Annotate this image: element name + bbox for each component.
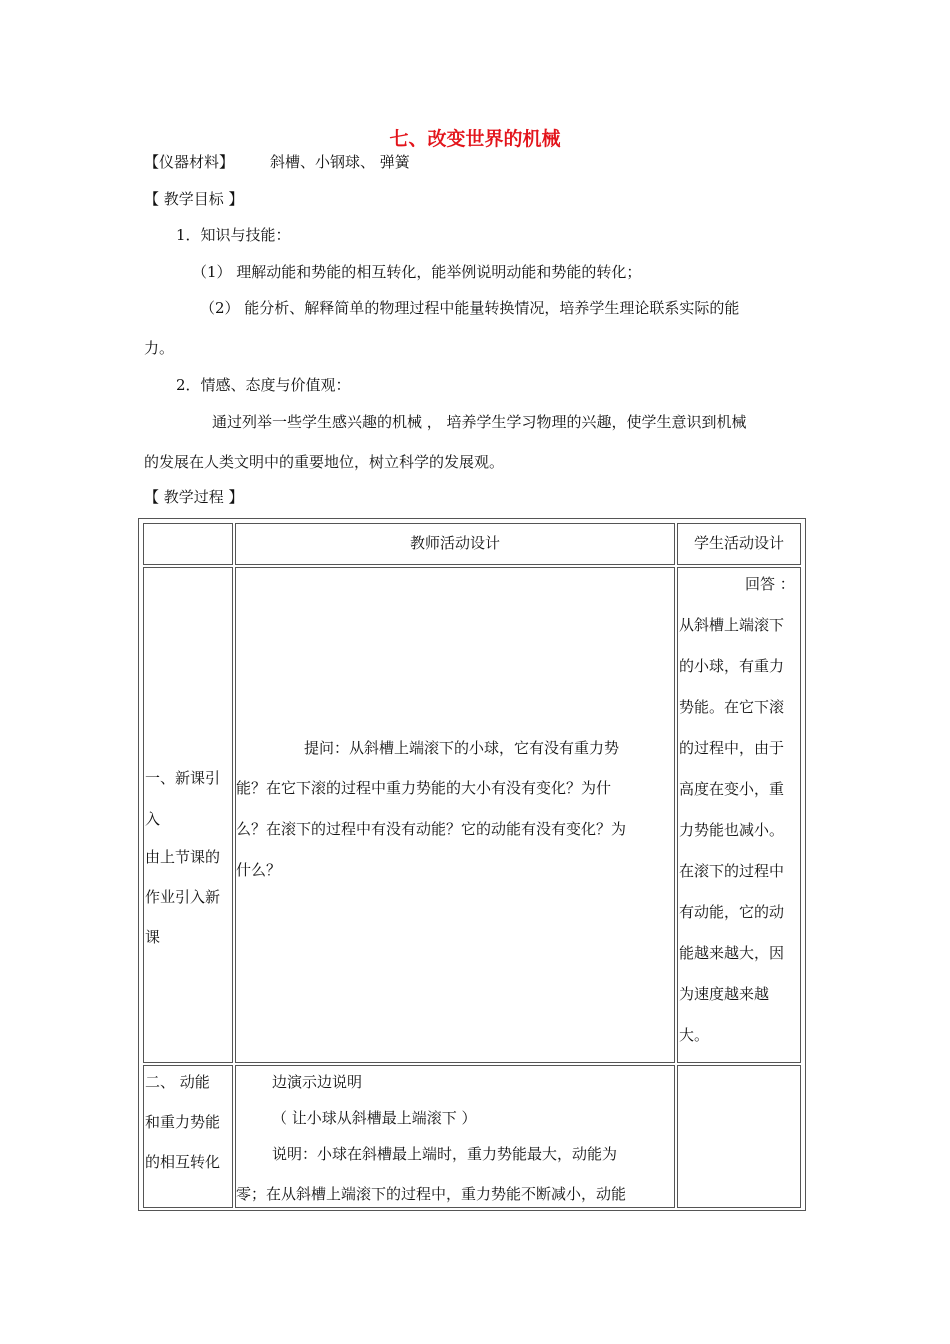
header-cell-stage <box>143 523 233 565</box>
row1-student-line: 大。 <box>679 1026 710 1044</box>
header-teacher-label: 教师活动设计 <box>409 534 500 552</box>
row1-student-line: 在滚下的过程中 <box>679 862 785 880</box>
row1-stage-line: 一、新课引 <box>145 769 221 787</box>
materials-items: 斜槽、小钢球、 弹簧 <box>270 153 410 171</box>
row2-stage-line: 和重力势能 <box>145 1113 221 1131</box>
row1-stage-line: 由上节课的 <box>145 848 221 866</box>
row1-student-line: 有动能，它的动 <box>679 903 785 921</box>
row2-stage-line: 的相互转化 <box>145 1153 221 1171</box>
row1-teacher-line: 么？在滚下的过程中有没有动能？它的动能有没有变化？为 <box>236 820 627 838</box>
row1-teacher-cell <box>235 567 675 1063</box>
header-cell-teacher <box>235 523 675 565</box>
goals-item-2-cont: 的发展在人类文明中的重要地位，树立科学的发展观。 <box>144 453 505 471</box>
goals-item-1-1: （1） 理解动能和势能的相互转化，能举例说明动能和势能的转化； <box>192 263 642 281</box>
row2-teacher-line: 零；在从斜槽上端滚下的过程中，重力势能不断减小，动能 <box>236 1185 627 1203</box>
row1-student-line: 能越来越大，因 <box>679 944 785 962</box>
header-student-label: 学生活动设计 <box>693 534 784 552</box>
row1-student-line: 回答 ： <box>745 575 795 593</box>
row1-student-line: 力势能也减小。 <box>679 821 785 839</box>
goals-item-2: 通过列举一些学生感兴趣的机械 ， 培养学生学习物理的兴趣，使学生意识到机械 <box>212 413 747 431</box>
goals-item-1-2: （2） 能分析、解释简单的物理过程中能量转换情况，培养学生理论联系实际的能 <box>200 299 740 317</box>
header-cell-student <box>677 523 801 565</box>
row1-teacher-line: 提问：从斜槽上端滚下的小球，它有没有重力势 <box>304 739 620 757</box>
row1-student-line: 的过程中，由于 <box>679 739 785 757</box>
row2-teacher-line: （ 让小球从斜槽最上端滚下 ） <box>272 1109 477 1127</box>
row1-student-cell <box>677 567 801 1063</box>
row2-teacher-line: 说明：小球在斜槽最上端时，重力势能最大，动能为 <box>272 1145 618 1163</box>
row1-student-line: 从斜槽上端滚下 <box>679 616 785 634</box>
row1-stage-line: 课 <box>145 928 161 946</box>
row1-teacher-line: 能？在它下滚的过程中重力势能的大小有没有变化？为什 <box>236 779 612 797</box>
row1-student-line: 高度在变小，重 <box>679 780 785 798</box>
row2-stage-line: 二、 动能 <box>145 1073 210 1091</box>
materials-label: 【仪器材料】 <box>144 153 235 171</box>
process-table <box>138 518 806 1211</box>
row1-student-line: 的小球，有重力 <box>679 657 785 675</box>
row1-teacher-line: 什么？ <box>236 861 282 879</box>
row2-stage-cell <box>143 1065 233 1208</box>
goals-section-1: 1．知识与技能： <box>176 226 291 244</box>
process-heading: 【 教学过程 】 <box>144 488 244 506</box>
row1-stage-line: 入 <box>145 810 161 828</box>
goals-heading: 【 教学目标 】 <box>144 190 244 208</box>
row2-student-cell <box>677 1065 801 1208</box>
row2-teacher-cell <box>235 1065 675 1208</box>
goals-section-2: 2．情感、态度与价值观： <box>176 376 351 394</box>
row1-student-line: 为速度越来越 <box>679 985 770 1003</box>
row1-stage-cell <box>143 567 233 1063</box>
goals-item-1-2-cont: 力。 <box>144 339 175 357</box>
row2-teacher-line: 边演示边说明 <box>272 1073 363 1091</box>
page-title: 七、改变世界的机械 <box>389 128 561 150</box>
row1-student-line: 势能。在它下滚 <box>679 698 785 716</box>
row1-stage-line: 作业引入新 <box>145 888 221 906</box>
